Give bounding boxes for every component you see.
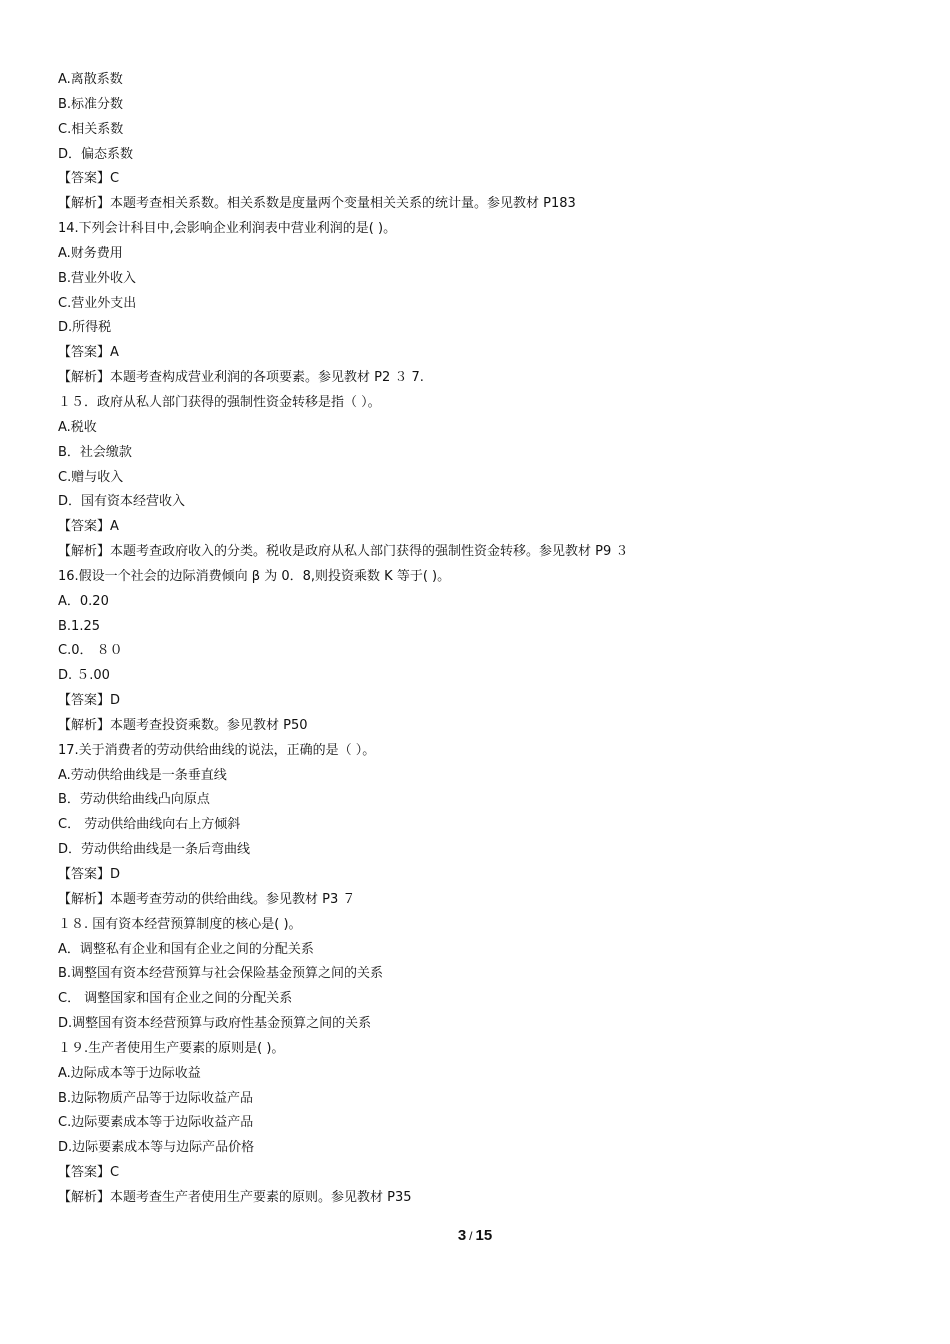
page-number — [0, 1224, 950, 1248]
text-line: １９.生产者使用生产要素的原则是( )。 — [58, 1040, 285, 1056]
text-line: D．国有资本经营收入 — [58, 494, 186, 510]
text-line: 【答案】A — [58, 519, 119, 535]
text-line: A．0.20 — [58, 593, 109, 609]
text-line: 【答案】D — [58, 693, 121, 709]
text-line: D．劳动供给曲线是一条后弯曲线 — [58, 842, 251, 858]
text-line: 【解析】本题考查生产者使用生产要素的原则。参见教材 P35 — [58, 1189, 412, 1205]
text-line: 【答案】C — [58, 171, 120, 187]
text-line: B.1.25 — [58, 618, 100, 634]
text-line: C.边际要素成本等于边际收益产品 — [58, 1115, 254, 1131]
text-line: A.边际成本等于边际收益 — [58, 1065, 201, 1081]
text-line: 14.下列会计科目中,会影响企业利润表中营业利润的是( )。 — [58, 221, 397, 237]
text-line: C． 劳动供给曲线向右上方倾斜 — [58, 817, 241, 833]
text-line: A.离散系数 — [58, 72, 123, 87]
text-line: B．劳动供给曲线凸向原点 — [58, 792, 210, 808]
text-line: C.营业外支出 — [58, 295, 137, 311]
page-content — [58, 68, 898, 1211]
text-line: 【答案】C — [58, 1165, 120, 1181]
text-line: B.标准分数 — [58, 96, 124, 112]
text-line: １８. 国有资本经营预算制度的核心是( )。 — [58, 916, 302, 932]
text-line: 17.关于消费者的劳动供给曲线的说法，正确的是（ ）。 — [58, 742, 376, 758]
text-line: 【答案】D — [58, 867, 121, 882]
text-line: D.调整国有资本经营预算与政府性基金预算之间的关系 — [58, 1016, 372, 1032]
text-line: C.0． ８０ — [58, 643, 123, 659]
text-line: 【解析】本题考查投资乘数。参见教材 P50 — [58, 717, 308, 733]
page-separator: / — [469, 1229, 473, 1243]
text-line: 【解析】本题考查政府收入的分类。税收是政府从私人部门获得的强制性资金转移。参见教材 P9 ３ — [58, 544, 629, 560]
text-line: B.边际物质产品等于边际收益产品 — [58, 1090, 254, 1106]
text-line: 【解析】本题考查相关系数。相关系数是度量两个变量相关关系的统计量。参见教材 P183 — [58, 196, 576, 212]
text-line: 【答案】A — [58, 345, 119, 361]
text-line: C.赠与收入 — [58, 469, 124, 485]
text-line: B.调整国有资本经营预算与社会保险基金预算之间的关系 — [58, 966, 384, 982]
text-line: C.相关系数 — [58, 121, 124, 137]
text-line: B.营业外收入 — [58, 270, 137, 286]
text-line: A.劳动供给曲线是一条垂直线 — [58, 767, 227, 783]
text-line: D. ５.00 — [58, 668, 110, 684]
total-page-count: 15 — [475, 1227, 493, 1244]
text-line: １５．政府从私人部门获得的强制性资金转移是指（ ）。 — [58, 394, 381, 410]
text-line: 16.假设一个社会的边际消费倾向 β 为 0．8,则投资乘数 K 等于( )。 — [58, 568, 451, 584]
text-line: D.所得税 — [58, 320, 112, 336]
text-line: D．偏态系数 — [58, 146, 134, 162]
text-line: 【解析】本题考查构成营业利润的各项要素。参见教材 P2 ３ 7. — [58, 370, 424, 386]
text-line: D.边际要素成本等与边际产品价格 — [58, 1140, 255, 1156]
text-line: A.税收 — [58, 419, 97, 435]
current-page-number: 3 — [457, 1227, 467, 1244]
text-line: 【解析】本题考查劳动的供给曲线。参见教材 P3 ７ — [58, 891, 356, 907]
text-line: A.财务费用 — [58, 245, 123, 261]
text-line: B．社会缴款 — [58, 444, 132, 460]
text-line: A．调整私有企业和国有企业之间的分配关系 — [58, 941, 314, 957]
text-line: C． 调整国家和国有企业之间的分配关系 — [58, 991, 293, 1007]
